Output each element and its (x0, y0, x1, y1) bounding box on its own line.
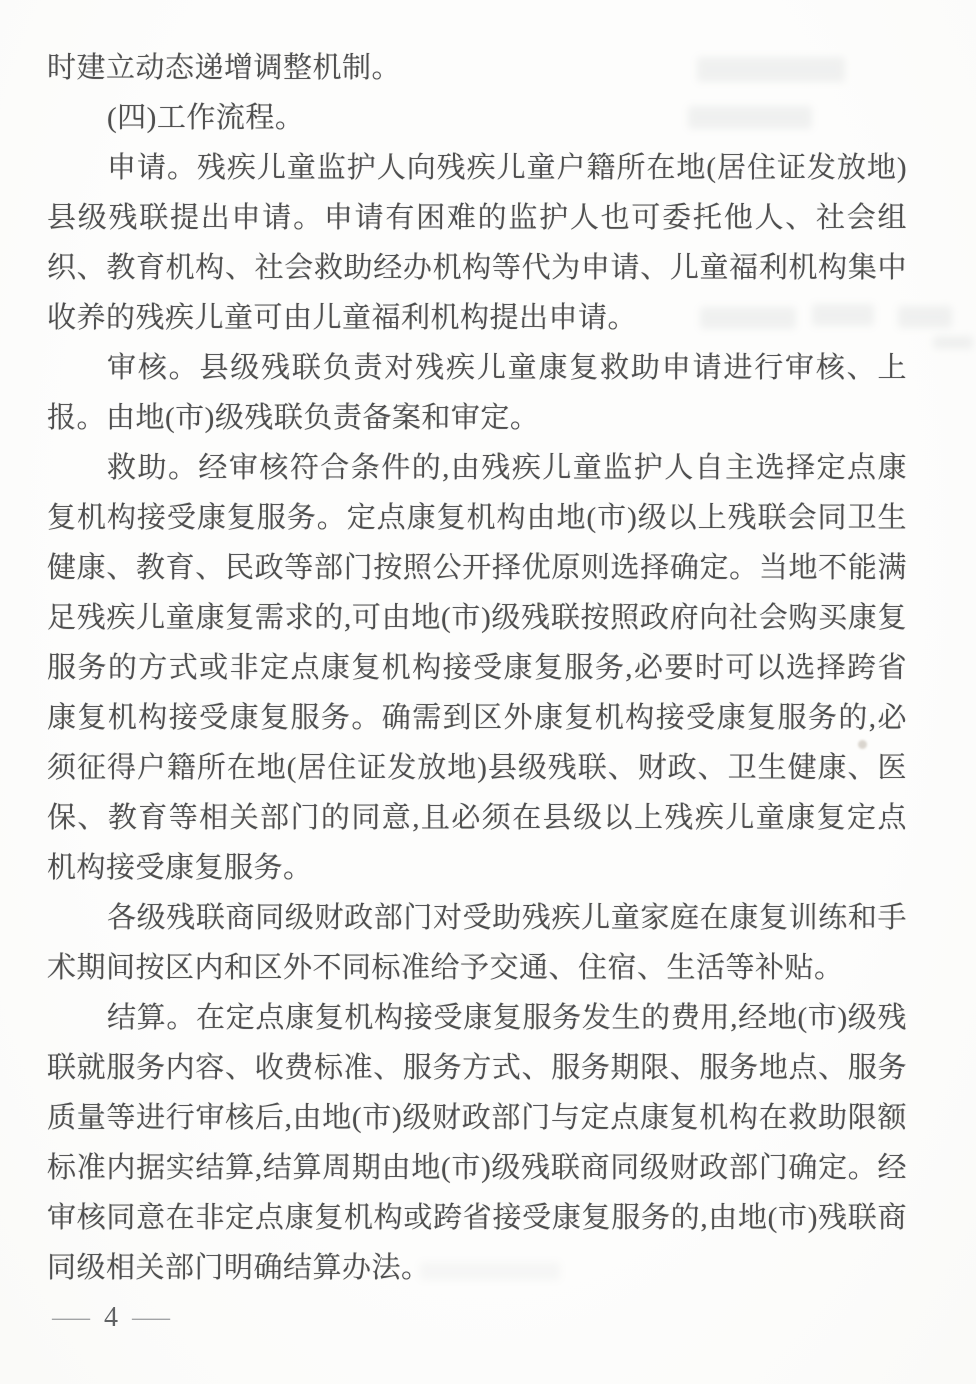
page-number: 4 (104, 1302, 118, 1333)
bleed-through-mark (933, 336, 973, 349)
body-paragraph-settlement: 结算。在定点康复机构接受康复服务发生的费用,经地(市)级残联就服务内容、收费标准、服务方式、服务期限、服务地点、服务质量等进行审核后,由地(市)级财政部门与定点康复机构在救助限额标准内据实结算,结算周期由地(市)级残联商同级财政部门确定。经审核同意在非定点康复机构或跨省接受康复服务的,由地(市)残联商同级相关部门明确结算办法。 (47, 1002, 907, 1284)
document-body (47, 43, 907, 1293)
body-paragraph-continuation: 时建立动态递增调整机制。 (47, 52, 402, 84)
body-paragraph-subsidy: 各级残联商同级财政部门对受助残疾儿童家庭在康复训练和手术期间按区内和区外不同标准给予交通、住宿、生活等补贴。 (47, 902, 907, 984)
body-paragraph-assistance: 救助。经审核符合条件的,由残疾儿童监护人自主选择定点康复机构接受康复服务。定点康复机构由地(市)级以上残联会同卫生健康、教育、民政等部门按照公开择优原则选择确定。当地不能满足残疾儿童康复需求的,可由地(市)级残联按照政府向社会购买康复服务的方式或非定点康复机构接受康复服务,必要时可以选择跨省康复机构接受康复服务。确需到区外康复机构接受康复服务的,必须征得户籍所在地(居住证发放地)县级残联、财政、卫生健康、医保、教育等相关部门的同意,且必须在县级以上残疾儿童康复定点机构接受康复服务。 (47, 452, 907, 884)
body-paragraph-review: 审核。县级残联负责对残疾儿童康复救助申请进行审核、上报。由地(市)级残联负责备案和审定。 (47, 352, 907, 434)
footer-left-dash: — (52, 1302, 90, 1333)
section-heading-paragraph: (四)工作流程。 (107, 102, 305, 134)
body-paragraph-application: 申请。残疾儿童监护人向残疾儿童户籍所在地(居住证发放地)县级残联提出申请。申请有困难的监护人也可委托他人、社会组织、教育机构、社会救助经办机构等代为申请、儿童福利机构集中收养的残疾儿童可由儿童福利机构提出申请。 (47, 152, 907, 334)
page-footer (52, 1300, 170, 1336)
footer-right-dash: — (132, 1302, 170, 1333)
